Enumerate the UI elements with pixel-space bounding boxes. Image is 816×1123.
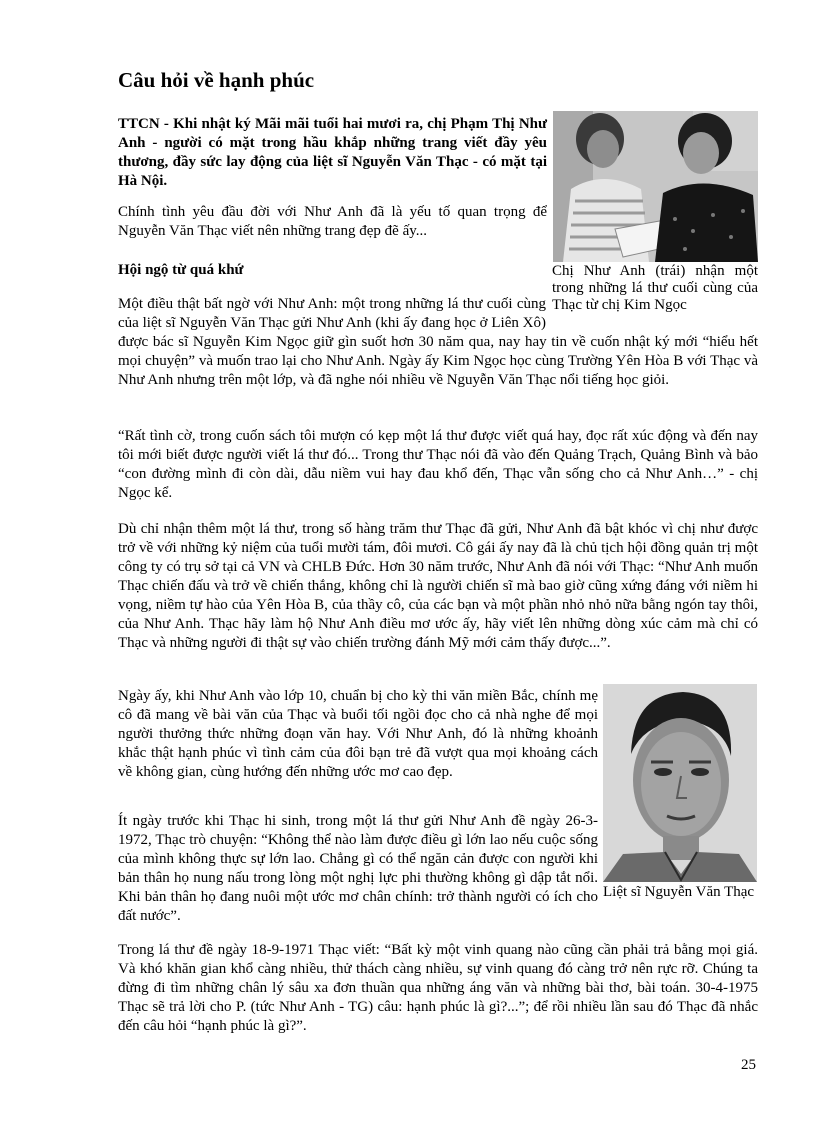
article-paragraph-4: Ngày ấy, khi Như Anh vào lớp 10, chuẩn bị cho kỳ thi văn miền Bắc, chính mẹ cô đã mang về bài văn của Thạc và buổi tối ngồi đọc cho cả nhà nghe để mọi người thưởng thức những đoạn văn hay. Với Như Anh, đó là những khoảnh khắc thật hạnh phúc vì tình cảm của đôi bạn trẻ đã vượt qua mọi khoảng cách về không gian, cùng hướng đến những ước mơ cao đẹp. <box>118 688 598 780</box>
paragraph-1-wrapper <box>118 295 758 390</box>
photo-caption-2: Liệt sĩ Nguyễn Văn Thạc <box>603 884 755 900</box>
article-title: Câu hỏi về hạnh phúc <box>118 68 315 92</box>
article-paragraph-1: Một điều thật bất ngờ với Như Anh: một trong những lá thư cuối cùng của liệt sĩ Nguyễn Văn Thạc gửi Như Anh (khi ấy đang học ở Liên Xô) được bác sĩ Nguyễn Kim Ngọc giữ gìn suốt hơn 30 năm qua, nay hay tin về cuốn nhật ký mới “hiểu hết mọi chuyện” và muốn trao lại cho Như Anh. Ngày ấy Kim Ngọc học cùng Trường Yên Hòa B với Thạc và Như Anh nhưng trên một lớp, và đã nghe nói nhiều về Nguyễn Văn Thạc nổi tiếng học giỏi. <box>118 296 758 388</box>
article-paragraph-2: “Rất tình cờ, trong cuốn sách tôi mượn có kẹp một lá thư được viết quá hay, đọc rất xúc động và đến nay tôi mới biết được người viết lá thư đó... Trong thư Thạc nói đã vào đến Quảng Trạch, Quảng Bình và bảo “con đường mình đi còn dài, dẫu niềm vui hay đau khổ đến, Thạc vẫn sống cho cả Như Anh…” - chị Ngọc kể. <box>118 428 758 501</box>
article-paragraph-5: Ít ngày trước khi Thạc hi sinh, trong một lá thư gửi Như Anh đề ngày 26-3-1972, Thạc trò chuyện: “Không thể nào làm được điều gì lớn lao nếu cuộc sống của mình không thực sự lớn lao. Chẳng gì có thể ngăn cản được con người khi bản thân họ nung nấu trong lòng một nghị lực phi thường không gì dập tắt nổi. Khi bản thân họ đang nuôi một ước mơ chân chính: trở thành người có ích cho đất nước”. <box>118 813 598 924</box>
photo-caption-1: Chị Như Anh (trái) nhận một trong những lá thư cuối cùng của Thạc từ chị Kim Ngọc <box>552 263 758 313</box>
photo-nhu-anh-kim-ngoc <box>553 111 758 262</box>
article-intro: Chính tình yêu đầu đời với Như Anh đã là yếu tố quan trọng để Nguyễn Văn Thạc viết nên những trang đẹp đẽ ấy... <box>118 204 547 239</box>
caption-spacer <box>546 295 758 333</box>
article-paragraph-3: Dù chỉ nhận thêm một lá thư, trong số hàng trăm thư Thạc đã gửi, Như Anh đã bật khóc vì chị như được trở về với những kỷ niệm của tuổi mười tám, đôi mươi. Cô gái ấy nay đã là chủ tịch hội đồng quản trị một công ty có trụ sở tại cả VN và CHLB Đức. Hơn 30 năm trước, Như Anh đã nói với Thạc: “Như Anh muốn Thạc chiến đấu và trở về chiến thắng, không chỉ là người chiến sĩ mà bao giờ cũng xứng đáng với niềm hi vọng, niềm tự hào của Yên Hòa B, của thầy cô, của các bạn và một phần nhỏ nhỏ nữa bằng ngón tay thôi, của Như Anh. Thạc hãy làm hộ Như Anh điều mơ ước ấy, hãy viết lên những dòng xúc cảm mà chỉ có Thạc và những người đi thật sự vào chiến trường đánh Mỹ mới cảm thấy được...”. <box>118 521 758 651</box>
section-heading: Hội ngộ từ quá khứ <box>118 262 244 278</box>
photo-portrait-thac <box>603 684 757 882</box>
article-lead: TTCN - Khi nhật ký Mãi mãi tuổi hai mươi ra, chị Phạm Thị Như Anh - người có mặt trong hầu khắp những trang viết đầy yêu thương, đầy sức lay động của liệt sĩ Nguyễn Văn Thạc - có mặt tại Hà Nội. <box>118 116 547 189</box>
article-paragraph-6: Trong lá thư đề ngày 18-9-1971 Thạc viết: “Bất kỳ một vinh quang nào cũng cần phải trả bằng mọi giá. Và khó khăn gian khổ càng nhiều, thử thách càng nhiều, sự vinh quang đó càng trở nên rực rỡ. Chúng ta đừng đi tìm những chân lý sâu xa đơn thuần qua những áng văn và những bài thơ, bài toán. 30-4-1975 Thạc sẽ trả lời cho P. (tức Như Anh - TG) câu: hạnh phúc là gì?...”; để rồi nhiều lần sau đó Thạc đã nhắc đến câu hỏi “hạnh phúc là gì?”. <box>118 942 758 1034</box>
page-number: 25 <box>741 1057 756 1073</box>
